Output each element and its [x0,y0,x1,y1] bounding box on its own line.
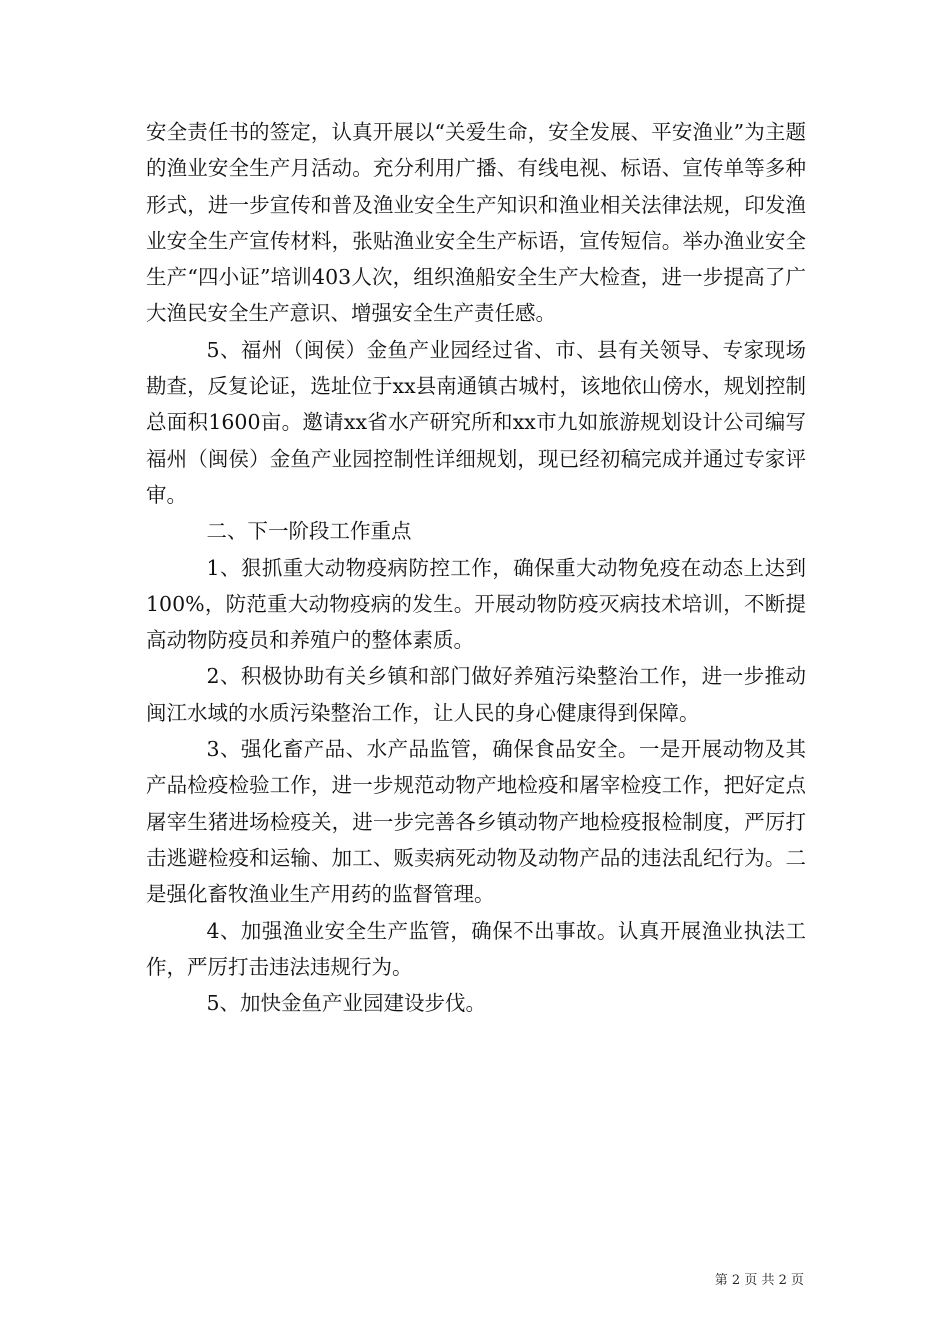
paragraph-goldfish-park: 5、福州（闽侯）金鱼产业园经过省、市、县有关领导、专家现场勘查，反复论证，选址位于xx县南通镇古城村，该地依山傍水，规划控制总面积1600亩。邀请xx省水产研究所和xx市九如旅游规划设计公司编写福州（闽侯）金鱼产业园控制性详细规划，现已经初稿完成并通过专家评审。 [146,337,806,507]
paragraph-item-1: 1、狠抓重大动物疫病防控工作，确保重大动物免疫在动态上达到100%，防范重大动物疫病的发生。开展动物防疫灭病技术培训，不断提高动物防疫员和养殖户的整体素质。 [146,555,806,653]
section-heading-next-steps: 二、下一阶段工作重点 [206,519,412,544]
paragraph-item-4: 4、加强渔业安全生产监管，确保不出事故。认真开展渔业执法工作，严厉打击违法违规行为。 [146,918,806,979]
paragraph-safety-campaign: 安全责任书的签定，认真开展以“关爱生命，安全发展、平安渔业”为主题的渔业安全生产月活动。充分利用广播、有线电视、标语、宣传单等多种形式，进一步宣传和普及渔业安全生产知识和渔业相关法律法规，印发渔业安全生产宣传材料，张贴渔业安全生产标语，宣传短信。举办渔业安全生产“四小证”培训403人次，组织渔船安全生产大检查，进一步提高了广大渔民安全生产意识、增强安全生产责任感。 [146,120,806,326]
paragraph-item-3: 3、强化畜产品、水产品监管，确保食品安全。一是开展动物及其产品检疫检验工作，进一步规范动物产地检疫和屠宰检疫工作，把好定点屠宰生猪进场检疫关，进一步完善各乡镇动物产地检疫报检制度，严厉打击逃避检疫和运输、加工、贩卖病死动物及动物产品的违法乱纪行为。二是强化畜牧渔业生产用药的监督管理。 [146,737,806,907]
paragraph-item-5: 5、加快金鱼产业园建设步伐。 [206,991,487,1016]
paragraph-item-2: 2、积极协助有关乡镇和部门做好养殖污染整治工作，进一步推动闽江水域的水质污染整治工作，让人民的身心健康得到保障。 [146,664,806,725]
document-body [146,114,806,1021]
page-number-footer: 第 2 页 共 2 页 [714,1273,804,1288]
